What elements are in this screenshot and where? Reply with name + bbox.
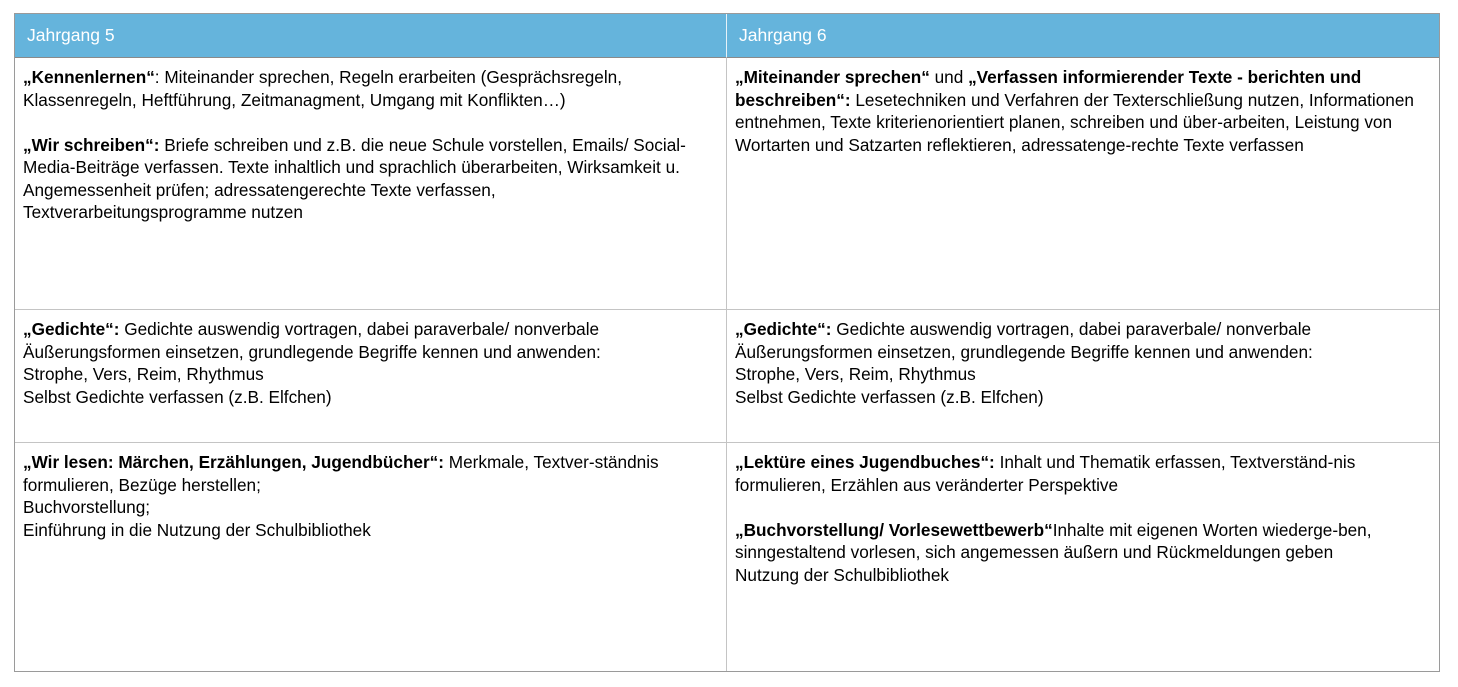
paragraph-gedichte: [23, 318, 718, 363]
header-jahrgang-5: [15, 14, 727, 58]
connector-text: und: [929, 67, 969, 87]
topic-wir-schreiben: „Wir schreiben“:: [23, 134, 160, 155]
topic-miteinander-sprechen: „Miteinander sprechen“: [735, 67, 930, 87]
topic-wir-lesen-text: Merkmale, Textver-ständnis formulieren, Bezüge herstellen;: [23, 452, 659, 495]
paragraph-miteinander-sprechen: [735, 66, 1431, 156]
topic-wir-lesen: „Wir lesen: Märchen, Erzählungen, Jugendbücher“:: [23, 452, 445, 472]
header-jahrgang-6: [727, 14, 1439, 58]
topic-gedichte-text: Gedichte auswendig vortragen, dabei paraverbale/ nonverbale Äußerungsformen einsetzen, grundlegende Begriffe kennen und anwenden:: [735, 319, 1313, 362]
spacer: [23, 111, 718, 134]
topic-gedichte-text: Gedichte auswendig vortragen, dabei paraverbale/ nonverbale Äußerungsformen einsetzen, grundlegende Begriffe kennen und anwenden:: [23, 319, 601, 362]
cell-r2-jahrgang-5: [15, 310, 727, 443]
topic-gedichte: „Gedichte“:: [735, 319, 832, 339]
curriculum-table: [14, 13, 1440, 672]
topic-wir-schreiben-text: Briefe schreiben und z.B. die neue Schule vorstellen, Emails/ Social-Media-Beiträge verfassen. Texte inhaltlich und sprachlich überarbeiten, Wirksamkeit u. Angemessenheit prüfen; adressatengerechte Texte verfassen, Textverarbeitungsprogramme nutzen: [23, 134, 686, 222]
buchvorstellung-line: Buchvorstellung;: [23, 497, 151, 517]
topic-gedichte: „Gedichte“:: [23, 319, 120, 339]
topic-buchvorstellung: „Buchvorstellung/ Vorlesewettbewerb“: [735, 519, 1053, 540]
gedichte-verfassen: Selbst Gedichte verfassen (z.B. Elfchen): [735, 386, 1044, 407]
topic-kennenlernen-text: : Miteinander sprechen, Regeln erarbeiten (Gesprächsregeln, Klassenregeln, Heftführung, Zeitmanagment, Umgang mit Konflikten…): [23, 67, 622, 110]
paragraph-buchvorstellung: [735, 519, 1431, 564]
paragraph-gedichte: [735, 318, 1431, 363]
gedichte-begriffe: Strophe, Vers, Reim, Rhythmus: [23, 364, 264, 384]
topic-lektuere-text: Inhalt und Thematik erfassen, Textverständ-nis formulieren, Erzählen aus veränderter Perspektive: [735, 452, 1356, 495]
cell-r3-jahrgang-5: [15, 443, 727, 671]
cell-r1-jahrgang-5: [15, 58, 727, 310]
spacer: [735, 496, 1431, 519]
gedichte-begriffe: Strophe, Vers, Reim, Rhythmus: [735, 364, 976, 384]
topic-lektuere: „Lektüre eines Jugendbuches“:: [735, 452, 995, 472]
schulbibliothek-line: Nutzung der Schulbibliothek: [735, 564, 950, 585]
cell-r1-jahrgang-6: [727, 58, 1439, 310]
gedichte-verfassen: Selbst Gedichte verfassen (z.B. Elfchen): [23, 386, 332, 407]
topic-buchvorstellung-text: Inhalte mit eigenen Worten wiederge-ben, sinngestaltend vorlesen, sich angemessen äußern und Rückmeldungen geben: [735, 519, 1372, 562]
topic-kennenlernen: „Kennenlernen“: [23, 67, 155, 87]
schulbibliothek-line: Einführung in die Nutzung der Schulbibliothek: [23, 519, 371, 540]
paragraph-lektuere: [735, 451, 1431, 496]
paragraph-wir-schreiben: [23, 134, 718, 224]
header-jahrgang-5-label: Jahrgang 5: [27, 25, 115, 45]
topic-informierende-texte-text: Lesetechniken und Verfahren der Texterschließung nutzen, Informationen entnehmen, Texte kriterienorientiert planen, schreiben und über-arbeiten, Leistung von Wortarten und Satzarten reflektieren, adressatenge-rechte Texte verfassen: [735, 89, 1414, 155]
topic-informierende-texte: „Verfassen informierender Texte - berichten und beschreiben“:: [735, 67, 1362, 110]
paragraph-wir-lesen: [23, 451, 718, 496]
header-jahrgang-6-label: Jahrgang 6: [739, 25, 827, 45]
cell-r3-jahrgang-6: [727, 443, 1439, 671]
paragraph-kennenlernen: [23, 66, 718, 111]
cell-r2-jahrgang-6: [727, 310, 1439, 443]
